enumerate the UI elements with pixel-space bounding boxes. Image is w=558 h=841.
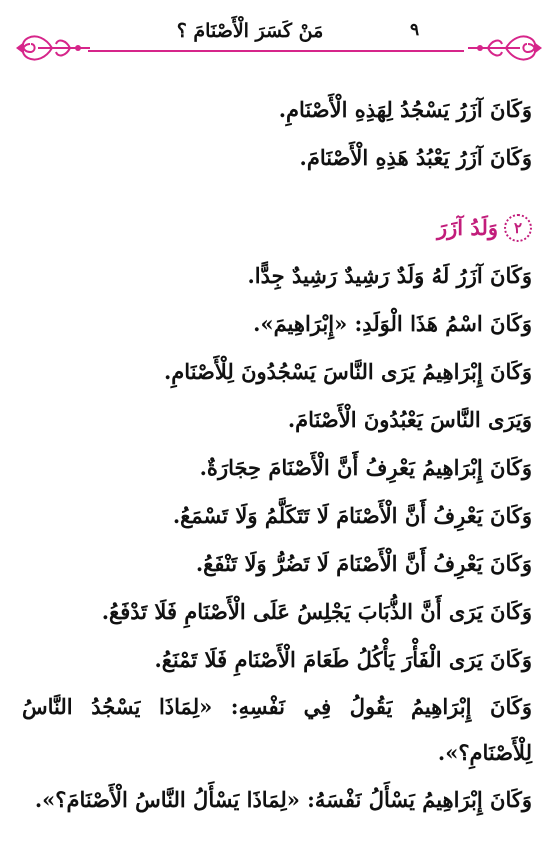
- wrapped-paragraph: وَكَانَ إِبْرَاهِيمُ يَقُولُ فِي نَفْسِهِ: «لِمَاذَا يَسْجُدُ النَّاسُ لِلْأَصْنَامِ؟».: [22, 694, 532, 765]
- page-header: [0, 14, 558, 60]
- text-line: وَكَانَ آزَرُ لَهُ وَلَدٌ رَشِيدٌ رَشِيدٌ جِدًّا.: [247, 263, 532, 288]
- section-heading: [22, 204, 532, 252]
- text-line: وَيَرَى النَّاسَ يَعْبُدُونَ الْأَصْنَامَ.: [287, 407, 532, 432]
- section-title: وَلَدُ آزَرَ: [437, 215, 498, 240]
- left-flourish-icon: [12, 26, 92, 70]
- right-flourish-icon: [466, 26, 546, 70]
- text-line: وَكَانَ آزَرُ يَعْبُدُ هَذِهِ الْأَصْنَامَ.: [299, 145, 532, 170]
- chapter-title: مَنْ كَسَرَ الْأَصْنَامَ ؟: [176, 20, 324, 42]
- text-line: وَكَانَ يَعْرِفُ أَنَّ الْأَصْنَامَ لَا تَتَكَلَّمُ وَلَا تَسْمَعُ.: [172, 503, 532, 528]
- text-line: وَكَانَ إِبْرَاهِيمُ يَسْأَلُ نَفْسَهُ: «لِمَاذَا يَسْأَلُ النَّاسُ الْأَصْنَامَ؟».: [34, 787, 532, 812]
- spacer: [22, 182, 532, 204]
- header-divider: [88, 50, 464, 52]
- text-line: وَكَانَ يَعْرِفُ أَنَّ الْأَصْنَامَ لَا تَضُرُّ وَلَا تَنْفَعُ.: [195, 551, 532, 576]
- text-line: وَكَانَ اسْمُ هَذَا الْوَلَدِ: «إِبْرَاهِيمَ».: [253, 311, 532, 336]
- text-line: وَكَانَ يَرَى الْفَأْرَ يَأْكُلُ طَعَامَ الْأَصْنَامِ فَلَا تَمْنَعُ.: [154, 647, 532, 672]
- text-line: وَكَانَ إِبْرَاهِيمُ يَعْرِفُ أَنَّ الْأَصْنَامَ حِجَارَةٌ.: [199, 455, 532, 480]
- text-line: وَكَانَ إِبْرَاهِيمُ يَرَى النَّاسَ يَسْجُدُونَ لِلْأَصْنَامِ.: [163, 359, 532, 384]
- section-number-badge: ٢: [504, 214, 532, 242]
- page-body: [22, 86, 532, 824]
- text-line: وَكَانَ آزَرُ يَسْجُدُ لِهَذِهِ الْأَصْنَامِ.: [278, 97, 532, 122]
- text-line: وَكَانَ يَرَى أَنَّ الذُّبَابَ يَجْلِسُ عَلَى الْأَصْنَامِ فَلَا تَدْفَعُ.: [101, 599, 532, 624]
- page-number: ٩: [410, 20, 420, 40]
